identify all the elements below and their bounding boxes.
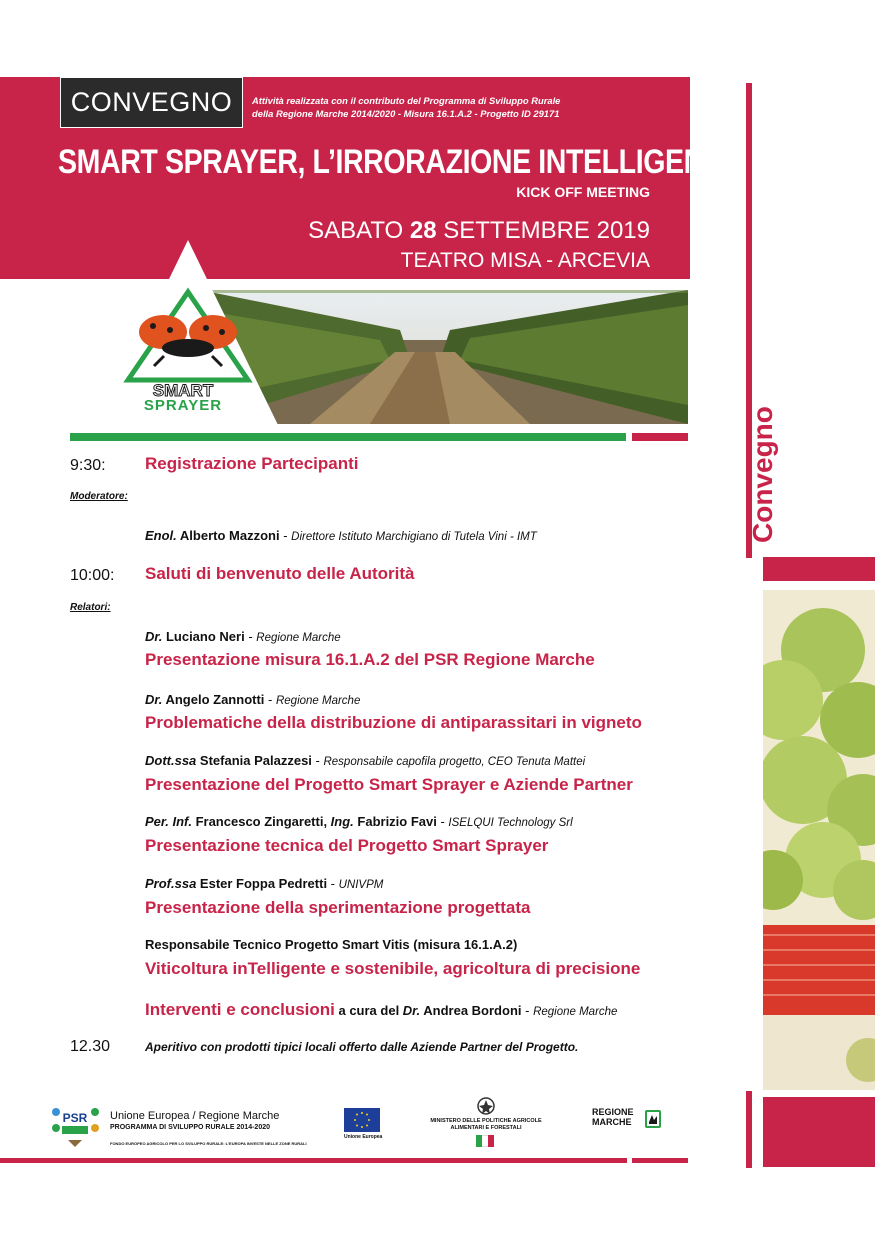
funding-note-line-1: Attività realizzata con il contributo del Programma di Sviluppo Rurale (252, 95, 561, 106)
speaker (145, 753, 585, 768)
regione-marche-logo (592, 1107, 634, 1127)
speaker-affiliation: Regione Marche (256, 632, 341, 644)
closing-line (145, 1000, 617, 1020)
talk-title: Presentazione del Progetto Smart Sprayer e Aziende Partner (145, 775, 633, 794)
event-venue: TEATRO MISA - ARCEVIA (400, 249, 650, 272)
speaker-title: Enol. (145, 528, 177, 543)
speaker-name: Responsabile Tecnico Progetto Smart Vitis (misura 16.1.A.2) (145, 937, 518, 952)
session-time: 12.30 (70, 1038, 111, 1055)
speaker-name: Alberto Mazzoni (176, 528, 280, 543)
speaker-affiliation: Regione Marche (275, 695, 361, 707)
event-title: SMART SPRAYER, L’IRRORAZIONE INTELLIGENTE (58, 143, 740, 181)
speaker-name: Francesco Zingaretti, (191, 814, 331, 829)
side-label-convegno (726, 395, 796, 545)
talk-title: Viticoltura inTelligente e sostenibile, agricoltura di precisione (145, 959, 641, 978)
footer-rule-short (632, 1158, 688, 1163)
logo-text-smart: SMART (152, 381, 214, 400)
speaker-separator: - (436, 814, 449, 829)
speaker-separator: - (521, 1003, 534, 1018)
side-red-block (763, 557, 875, 581)
event-subtitle: KICK OFF MEETING (516, 184, 650, 200)
speaker-name: Angelo Zannotti (162, 692, 265, 707)
speaker-separator: - (311, 753, 324, 768)
closing-title: Interventi e conclusioni (145, 1000, 335, 1019)
event-date (308, 217, 650, 245)
speaker-separator: - (327, 876, 339, 891)
speaker-separator: - (244, 629, 257, 644)
speaker-name: Luciano Neri (162, 629, 245, 644)
convegno-badge: CONVEGNO (60, 77, 243, 128)
funding-note (252, 94, 632, 120)
speaker-affiliation: Regione Marche (533, 1006, 618, 1018)
regione-logo-line-1: REGIONE (592, 1107, 634, 1117)
eu-program-line-2: PROGRAMMA DI SVILUPPO RURALE 2014-2020 (110, 1124, 270, 1131)
speaker-separator: - (279, 528, 292, 543)
italy-emblem-icon (477, 1097, 495, 1120)
italy-flag-icon (476, 1135, 494, 1147)
side-red-block-bottom (763, 1097, 875, 1167)
speaker-title: Per. Inf. (145, 814, 192, 829)
talk-title: Presentazione della sperimentazione progettata (145, 898, 531, 917)
side-label-text: Convegno (747, 406, 778, 543)
date-month-year: SETTEMBRE 2019 (436, 217, 650, 244)
speaker-name: Stefania Palazzesi (196, 753, 312, 768)
closing-connector: a cura del (334, 1003, 403, 1018)
talk-title: Problematiche della distribuzione di antiparassitari in vigneto (145, 713, 642, 732)
funding-note-line-2: della Regione Marche 2014/2020 - Misura 16.1.A.2 - Progetto ID 29171 (252, 108, 560, 119)
side-rule-bottom (746, 1091, 752, 1168)
speakers-label: Relatori: (70, 602, 111, 613)
speaker-title: Prof.ssa (145, 876, 197, 891)
speaker (145, 876, 383, 891)
footer-rule (0, 1158, 627, 1163)
speaker-name: Fabrizio Favi (353, 814, 437, 829)
session-title: Registrazione Partecipanti (145, 454, 359, 473)
moderator-label: Moderatore: (70, 491, 128, 502)
eu-flag-icon (344, 1108, 380, 1132)
speaker-title: Dr. (145, 692, 163, 707)
session-title: Saluti di benvenuto delle Autorità (145, 564, 415, 583)
smart-sprayer-logo (98, 240, 278, 430)
speaker-title: Dr. (145, 629, 163, 644)
speaker-title: Ing. (330, 814, 354, 829)
speaker-affiliation: Direttore Istituto Marchigiano di Tutela Vini - IMT (291, 531, 537, 543)
speaker (145, 814, 573, 829)
speaker-title: Dr. (402, 1003, 421, 1018)
speaker (145, 692, 360, 707)
speaker-affiliation: UNIVPM (338, 879, 384, 891)
speaker-name: Andrea Bordoni (420, 1003, 522, 1018)
regione-logo-line-2: MARCHE (592, 1117, 632, 1127)
ministry-line-1: MINISTERO DELLE POLITICHE AGRICOLE (430, 1118, 542, 1124)
psr-logo (48, 1098, 103, 1148)
speaker-name: Ester Foppa Pedretti (196, 876, 328, 891)
logo-text-sprayer: SPRAYER (143, 397, 223, 414)
ministry-line-2: ALIMENTARI E FORESTALI (450, 1125, 522, 1131)
eu-flag-caption: Unione Europea (344, 1134, 383, 1140)
separator-green (70, 433, 626, 441)
speaker-separator: - (264, 692, 276, 707)
separator-red (632, 433, 688, 441)
speaker (145, 937, 517, 952)
regione-marche-icon (645, 1110, 661, 1128)
date-day: 28 (409, 217, 437, 244)
session-time: 10:00: (70, 567, 115, 584)
aperitivo-text: Aperitivo con prodotti tipici locali offerto dalle Aziende Partner del Progetto. (145, 1040, 579, 1054)
speaker-affiliation: ISELQUI Technology Srl (448, 817, 573, 829)
speaker (145, 629, 341, 644)
psr-logo-text: PSR (62, 1111, 88, 1125)
date-weekday: SABATO (308, 217, 410, 244)
grapes-photo (763, 590, 875, 1090)
session-time: 9:30: (70, 457, 106, 474)
speaker-title: Dott.ssa (145, 753, 197, 768)
moderator (145, 528, 537, 543)
speaker-affiliation: Responsabile capofila progetto, CEO Tenuta Mattei (323, 756, 586, 768)
talk-title: Presentazione tecnica del Progetto Smart Sprayer (145, 836, 549, 855)
eu-program-line-3: FONDO EUROPEO AGRICOLO PER LO SVILUPPO RURALE: L'EUROPA INVESTE NELLE ZONE RURALI (110, 1141, 307, 1146)
eu-program-line-1: Unione Europea / Regione Marche (110, 1110, 280, 1122)
talk-title: Presentazione misura 16.1.A.2 del PSR Regione Marche (145, 650, 595, 669)
